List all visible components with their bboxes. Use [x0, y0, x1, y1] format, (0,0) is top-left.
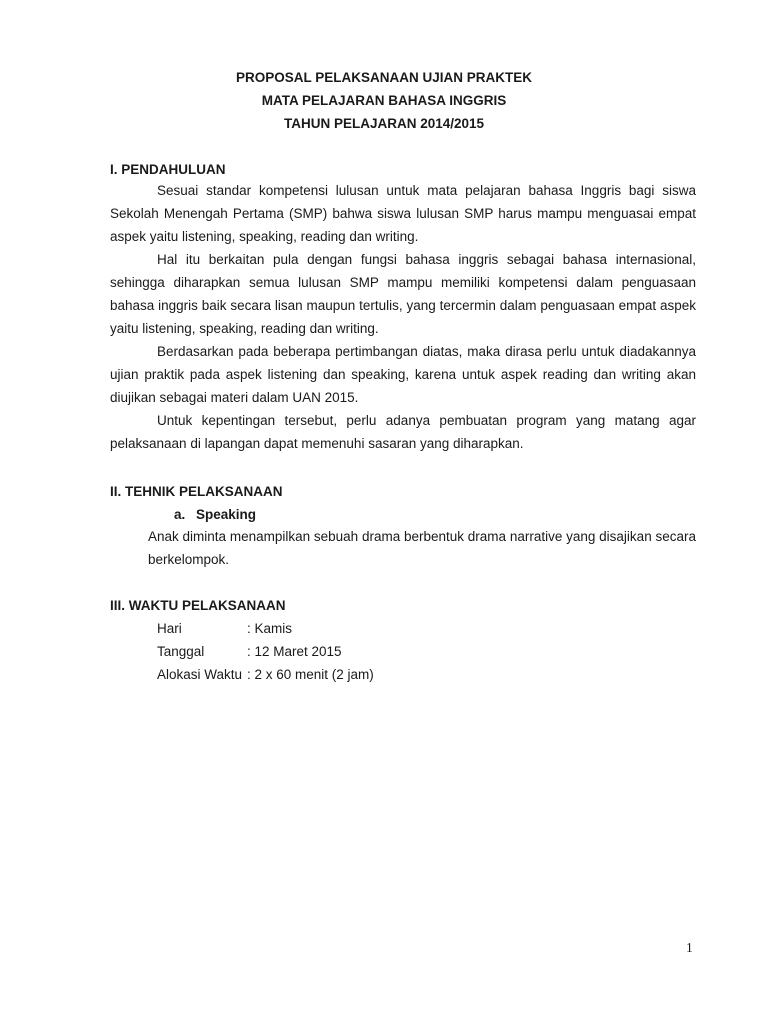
schedule-value: : 2 x 60 menit (2 jam) [247, 667, 374, 682]
schedule-row [157, 663, 374, 686]
paragraph: Untuk kepentingan tersebut, perlu adanya pembuatan program yang matang agar pelaksanaan di lapangan dapat memenuhi sasaran yang diharapkan. [110, 413, 696, 451]
paragraph: Hal itu berkaitan pula dengan fungsi bahasa inggris sebagai bahasa internasional, sehingga diharapkan semua lulusan SMP mampu memiliki kompetensi dalam penguasaan bahasa inggris baik secara lisan maupun tertulis, yang tercermin dalam penguasaan empat aspek yaitu listening, speaking, reading dan writing. [110, 252, 696, 336]
title-line: PROPOSAL PELAKSANAAN UJIAN PRAKTEK [235, 70, 533, 85]
section-heading-pendahuluan: I. PENDAHULUAN [110, 162, 226, 177]
schedule-label: Tanggal [157, 644, 205, 659]
document-title [0, 66, 768, 135]
schedule-value: : 12 Maret 2015 [247, 644, 342, 659]
schedule-row [157, 640, 374, 663]
list-marker: a. [174, 507, 186, 522]
section-heading-waktu: III. WAKTU PELAKSANAAN [110, 598, 286, 613]
title-line: TAHUN PELAJARAN 2014/2015 [283, 116, 485, 131]
schedule-label: Hari [157, 621, 182, 636]
paragraph: Sesuai standar kompetensi lulusan untuk mata pelajaran bahasa Inggris bagi siswa Sekolah Menengah Pertama (SMP) bahwa siswa lulusan SMP harus mampu menguasai empat aspek yaitu listening, speaking, reading dan writing. [110, 183, 696, 244]
schedule-value: : Kamis [247, 621, 293, 636]
subitem-title: Speaking [196, 507, 257, 522]
schedule-label: Alokasi Waktu [157, 667, 243, 682]
title-line: MATA PELAJARAN BAHASA INGGRIS [261, 93, 507, 108]
page-number: 1 [686, 940, 693, 955]
subitem-text: Anak diminta menampilkan sebuah drama berbentuk drama narrative yang disajikan secara berkelompok. [148, 529, 696, 567]
schedule-row [157, 617, 374, 640]
schedule-table [157, 617, 374, 686]
subitem-heading [174, 507, 256, 522]
paragraph: Berdasarkan pada beberapa pertimbangan diatas, maka dirasa perlu untuk diadakannya ujian praktik pada aspek listening dan speaking, karena untuk aspek reading dan writing akan diujikan sebagai materi dalam UAN 2015. [110, 344, 696, 405]
section-heading-tehnik: II. TEHNIK PELAKSANAAN [110, 484, 283, 499]
